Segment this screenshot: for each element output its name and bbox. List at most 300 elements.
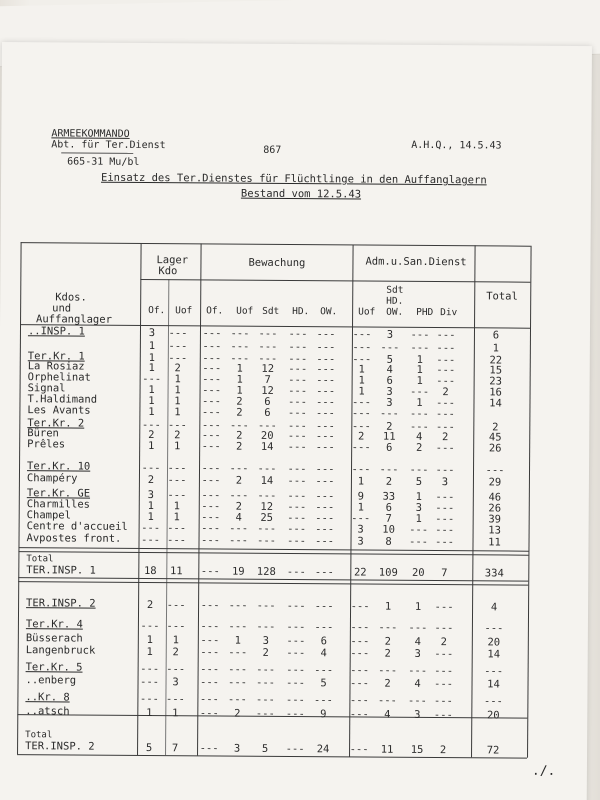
table-cell: --- xyxy=(201,474,221,487)
table-cell: --- xyxy=(230,340,250,353)
table-cell: --- xyxy=(227,693,247,706)
table-cell: --- xyxy=(201,522,221,535)
table-cell: --- xyxy=(200,646,220,659)
row-label: Ter.Kr. 10 xyxy=(26,460,91,473)
table-cell: 6 xyxy=(264,406,271,419)
continuation-mark: ./. xyxy=(531,763,556,779)
table-cell: 4 xyxy=(490,601,498,614)
column-header-sub: Uof xyxy=(358,306,376,318)
total-cell: 3 xyxy=(233,742,241,755)
table-cell: --- xyxy=(315,407,335,420)
table-cell: --- xyxy=(141,533,161,547)
table-cell: 2 xyxy=(442,431,449,444)
table-cell: --- xyxy=(167,462,187,475)
table-cell: --- xyxy=(287,463,307,476)
table-cell: 2 xyxy=(440,636,448,649)
table-cell: --- xyxy=(435,397,456,410)
row-label: Orphelinat xyxy=(27,371,91,384)
table-cell: 1 xyxy=(236,373,243,386)
table-cell: 15 xyxy=(489,364,503,377)
column-header-sub: PHD xyxy=(416,306,434,319)
table-cell: --- xyxy=(167,474,187,487)
table-cell: --- xyxy=(229,522,249,535)
table-cell: --- xyxy=(287,501,307,514)
table-cell: --- xyxy=(410,341,430,354)
column-header-sub: Uof xyxy=(236,305,254,317)
table-cell: --- xyxy=(379,407,399,420)
table-cell: 3 xyxy=(147,489,155,502)
table-cell: --- xyxy=(257,522,277,535)
table-cell: 26 xyxy=(488,502,502,515)
document-page xyxy=(0,42,592,800)
table-cell: 2 xyxy=(146,599,154,612)
table-cell: --- xyxy=(286,634,306,648)
table-cell: --- xyxy=(167,419,187,432)
table-cell: --- xyxy=(484,665,504,678)
table-cell: --- xyxy=(349,694,369,707)
column-header-lager: Kdo xyxy=(158,265,178,278)
table-cell: --- xyxy=(228,534,249,547)
table-cell: --- xyxy=(288,341,308,354)
table-cell: --- xyxy=(351,420,371,433)
table-cell: --- xyxy=(201,419,221,432)
table-cell: --- xyxy=(436,375,456,388)
table-cell: 14 xyxy=(487,678,500,691)
table-cell: 1 xyxy=(147,500,154,513)
table-cell: 20 xyxy=(487,636,501,649)
table-cell: 39 xyxy=(488,513,502,526)
table-cell: 9 xyxy=(320,708,327,721)
column-header-bewachung: Bewachung xyxy=(248,256,306,270)
total-label: TER.INSP. 1 xyxy=(26,564,96,577)
table-cell: --- xyxy=(286,621,306,634)
table-cell: 14 xyxy=(260,474,274,487)
row-label: Signal xyxy=(27,382,66,395)
table-cell: --- xyxy=(202,352,222,365)
table-cell: 1 xyxy=(148,362,155,375)
row-label: Centre d'accueil xyxy=(26,520,128,533)
table-cell: 33 xyxy=(382,490,396,503)
table-cell: --- xyxy=(228,620,248,633)
table-cell: --- xyxy=(378,664,398,677)
table-cell: --- xyxy=(230,327,250,340)
table-cell: --- xyxy=(200,534,221,547)
table-cell: --- xyxy=(410,385,430,398)
table-cell: 1 xyxy=(414,600,422,613)
table-cell: --- xyxy=(286,676,306,690)
table-cell: 2 xyxy=(235,500,242,513)
table-cell: 20 xyxy=(486,709,500,722)
total-cell: --- xyxy=(286,566,306,579)
table-cell: --- xyxy=(286,535,307,548)
table-cell: 1 xyxy=(416,363,423,376)
table-cell: --- xyxy=(350,600,370,613)
column-header-adm: Adm.u.San.Dienst xyxy=(365,255,467,269)
table-cell: --- xyxy=(315,420,335,433)
table-cell: --- xyxy=(314,621,334,634)
table-cell: 5 xyxy=(320,677,327,690)
org-name: ARMEEKOMMANDO xyxy=(51,128,130,140)
table-cell: --- xyxy=(256,676,276,689)
column-header-kdos: Kdos. xyxy=(55,291,87,304)
org-department: Abt. für Ter.Dienst xyxy=(51,139,166,152)
table-cell: --- xyxy=(316,353,336,366)
table-cell: 2 xyxy=(172,646,179,659)
table-cell: 1 xyxy=(146,646,153,659)
table-cell: 6 xyxy=(385,441,393,454)
table-cell: --- xyxy=(350,621,370,634)
table-cell: --- xyxy=(201,429,221,442)
table-cell: --- xyxy=(201,462,221,475)
table-cell: --- xyxy=(200,634,220,647)
row-label: Ter.Kr. 5 xyxy=(25,661,83,674)
total-cell: --- xyxy=(199,742,219,755)
table-cell: 2 xyxy=(385,475,393,488)
table-cell: --- xyxy=(140,675,160,689)
total-cell: 11 xyxy=(169,565,183,578)
table-cell: 1 xyxy=(174,373,181,386)
table-cell: --- xyxy=(316,328,336,341)
table-cell: 4 xyxy=(414,677,421,690)
table-cell: --- xyxy=(258,327,278,340)
table-cell: --- xyxy=(285,707,305,721)
table-cell: 6 xyxy=(264,395,271,408)
total-cell: 2 xyxy=(439,744,447,757)
table-cell: 4 xyxy=(414,635,422,648)
table-top-rule xyxy=(21,242,531,247)
table-cell: 4 xyxy=(416,430,423,443)
table-cell: --- xyxy=(256,599,276,612)
table-cell: 20 xyxy=(260,429,274,442)
table-cell: 2 xyxy=(235,474,243,487)
table-cell: 1 xyxy=(146,707,153,720)
table-cell: 25 xyxy=(260,511,274,524)
table-cell: --- xyxy=(314,535,335,548)
table-cell: --- xyxy=(351,441,371,454)
table-cell: 3 xyxy=(414,708,421,721)
table-cell: --- xyxy=(140,619,160,633)
table-cell: --- xyxy=(379,463,399,476)
table-cell: --- xyxy=(258,340,278,353)
total-cell: 18 xyxy=(143,565,157,578)
total-cell: 11 xyxy=(380,743,394,756)
table-cell: --- xyxy=(140,662,160,676)
table-cell: 1 xyxy=(147,511,154,524)
table-cell: --- xyxy=(229,489,249,502)
reference-number: 665-31 Mu/bl xyxy=(67,156,140,168)
table-cell: 1 xyxy=(236,384,243,397)
total-cell: 5 xyxy=(145,742,153,755)
table-cell: --- xyxy=(166,599,186,612)
table-cell: 2 xyxy=(386,420,393,433)
table-cell: --- xyxy=(315,523,335,536)
table-column-rule xyxy=(527,246,532,758)
total-label: Total xyxy=(26,554,54,565)
table-cell: --- xyxy=(256,534,277,547)
table-cell: 3 xyxy=(148,327,156,340)
row-label: Ter.Kr. 4 xyxy=(25,618,83,631)
table-cell: --- xyxy=(285,693,305,707)
document-title: Einsatz des Ter.Dienstes für Flüchtlinge in den Auffanglagern xyxy=(101,171,487,187)
table-cell: 3 xyxy=(386,385,393,398)
table-cell: 7 xyxy=(264,373,271,386)
table-cell: 1 xyxy=(148,406,155,419)
table-cell: 22 xyxy=(489,354,503,367)
table-cell: --- xyxy=(201,406,221,419)
table-cell: --- xyxy=(351,512,371,525)
table-cell: 2 xyxy=(148,429,155,442)
table-cell: 4 xyxy=(235,511,242,524)
table-cell: --- xyxy=(167,522,187,535)
table-cell: 14 xyxy=(489,397,502,410)
table-subtotal-rule xyxy=(18,547,528,556)
table-cell: 1 xyxy=(358,363,365,376)
table-cell: --- xyxy=(434,536,455,549)
row-label: ..Kr. 8 xyxy=(25,691,70,704)
table-cell: --- xyxy=(287,407,307,420)
table-cell: 3 xyxy=(357,535,364,548)
column-header-sub: HD. xyxy=(292,306,310,318)
total-label: TER.INSP. 2 xyxy=(25,740,95,753)
table-cell: --- xyxy=(199,693,219,706)
table-cell: 11 xyxy=(382,430,396,443)
table-cell: 1 xyxy=(234,634,242,647)
total-cell: --- xyxy=(349,743,369,756)
table-cell: --- xyxy=(200,676,220,689)
table-cell: 2 xyxy=(384,635,392,648)
table-cell: 4 xyxy=(386,363,393,376)
row-label: Charmilles xyxy=(26,498,91,511)
table-cell: 2 xyxy=(236,406,243,419)
table-cell: 1 xyxy=(147,440,155,453)
table-cell: --- xyxy=(352,353,372,366)
table-cell: 5 xyxy=(386,353,393,366)
table-cell: --- xyxy=(314,664,334,677)
table-cell: --- xyxy=(201,440,221,453)
table-cell: --- xyxy=(229,419,249,432)
column-header-total: Total xyxy=(486,290,518,303)
row-label: T.Haldimand xyxy=(27,393,98,406)
column-header-sub: HD. xyxy=(386,295,404,307)
column-header-sub: Sdt xyxy=(262,305,280,317)
row-label: Prêles xyxy=(27,438,66,451)
table-cell: --- xyxy=(228,663,248,676)
table-cell: --- xyxy=(435,491,455,504)
table-cell: --- xyxy=(408,621,428,634)
row-label: Büsserach xyxy=(25,632,83,645)
total-cell: 20 xyxy=(411,566,425,579)
total-cell: 334 xyxy=(484,567,504,580)
table-cell: --- xyxy=(435,502,455,515)
table-cell: 2 xyxy=(174,429,181,442)
table-cell: --- xyxy=(258,352,278,365)
table-cell: --- xyxy=(202,327,222,340)
table-cell: 45 xyxy=(488,431,502,444)
table-cell: --- xyxy=(287,512,307,525)
table-cell: 1 xyxy=(357,475,365,488)
table-cell: --- xyxy=(313,694,333,707)
table-cell: --- xyxy=(288,363,308,376)
table-cell: --- xyxy=(435,524,455,537)
table-cell: 2 xyxy=(384,677,391,690)
place-date: A.H.Q., 14.5.43 xyxy=(411,139,502,152)
table-cell: --- xyxy=(257,419,277,432)
total-cell: --- xyxy=(314,566,334,579)
row-label: TER.INSP. 2 xyxy=(26,597,96,610)
table-cell: 3 xyxy=(357,523,364,536)
table-cell: --- xyxy=(436,329,456,342)
table-cell: --- xyxy=(315,441,335,454)
column-header-sub: Uof xyxy=(175,305,193,317)
table-cell: 1 xyxy=(357,501,364,514)
table-cell: --- xyxy=(433,695,453,708)
row-label: Ter.Kr. 1 xyxy=(27,350,85,363)
table-cell: 1 xyxy=(174,395,181,408)
table-cell: 12 xyxy=(261,384,274,397)
table-column-rule xyxy=(471,245,476,757)
table-cell: --- xyxy=(141,521,161,535)
row-label: Champéry xyxy=(26,472,78,485)
table-cell: --- xyxy=(257,462,277,475)
table-cell: --- xyxy=(435,513,455,526)
table-cell: --- xyxy=(316,385,336,398)
table-cell: --- xyxy=(255,693,275,706)
table-cell: --- xyxy=(286,600,306,613)
table-cell: --- xyxy=(351,463,371,476)
table-cell: --- xyxy=(167,489,187,502)
row-label: Ter.Kr. 2 xyxy=(27,417,85,430)
table-cell: --- xyxy=(436,354,456,367)
total-cell: 5 xyxy=(261,742,269,755)
table-cell: --- xyxy=(256,620,276,633)
table-cell: 2 xyxy=(174,362,181,375)
table-cell: --- xyxy=(351,396,372,409)
table-cell: --- xyxy=(409,420,429,433)
table-cell: --- xyxy=(200,620,220,633)
table-cell: --- xyxy=(315,463,335,476)
table-cell: --- xyxy=(377,694,397,707)
row-label: Büren xyxy=(27,427,59,440)
table-cell: --- xyxy=(228,646,248,659)
document-subtitle: Bestand vom 12.5.43 xyxy=(240,187,362,201)
table-cell: --- xyxy=(165,693,185,706)
table-cell: 2 xyxy=(236,429,243,442)
table-cell: --- xyxy=(288,385,308,398)
column-header-sub: Of. xyxy=(148,305,166,317)
table-cell: 6 xyxy=(386,374,393,387)
column-header-sub: OW. xyxy=(386,306,404,318)
table-cell: 7 xyxy=(385,512,392,525)
table-cell: --- xyxy=(202,362,222,375)
table-header-rule xyxy=(140,279,530,283)
table-cell: --- xyxy=(351,407,371,420)
table-cell: --- xyxy=(436,342,456,355)
table-cell: 1 xyxy=(148,352,155,365)
table-cell: --- xyxy=(287,396,308,409)
table-cell: 1 xyxy=(415,490,423,503)
total-cell: --- xyxy=(200,565,220,578)
table-cell: 1 xyxy=(416,374,423,387)
table-cell: --- xyxy=(316,363,336,376)
table-cell: --- xyxy=(410,328,430,341)
table-cell: --- xyxy=(200,663,220,676)
total-cell: 128 xyxy=(256,565,276,578)
table-cell: 3 xyxy=(386,328,394,341)
table-cell: --- xyxy=(485,464,505,477)
table-cell: 3 xyxy=(414,647,421,660)
table-cell: --- xyxy=(201,500,221,513)
total-cell: 7 xyxy=(171,742,179,755)
row-label: ..INSP. 1 xyxy=(27,325,85,338)
table-cell: --- xyxy=(287,523,307,536)
table-cell: --- xyxy=(350,664,370,677)
table-cell: --- xyxy=(315,475,335,488)
table-cell: --- xyxy=(199,707,219,720)
column-header-sub: Div xyxy=(440,307,458,319)
table-cell: 1 xyxy=(173,500,180,513)
table-cell: --- xyxy=(316,374,336,387)
table-cell: --- xyxy=(378,621,398,634)
table-cell: 10 xyxy=(382,523,395,536)
table-cell: --- xyxy=(201,511,221,524)
table-cell: --- xyxy=(257,489,277,502)
table-cell: 1 xyxy=(384,600,392,613)
table-cell: 2 xyxy=(442,386,449,399)
table-cell: --- xyxy=(202,373,222,386)
table-cell: --- xyxy=(409,407,429,420)
table-cell: --- xyxy=(168,340,188,353)
table-cell: 2 xyxy=(358,430,365,443)
row-label: La Rosiaz xyxy=(27,360,85,373)
table-cell: --- xyxy=(168,352,188,365)
column-header-sub: Sdt xyxy=(386,284,404,296)
table-cell: --- xyxy=(288,353,308,366)
table-cell: 2 xyxy=(234,707,241,720)
table-cell: 1 xyxy=(172,707,179,720)
table-cell: 1 xyxy=(358,374,365,387)
table-cell: --- xyxy=(435,442,455,455)
table-cell: 16 xyxy=(489,386,502,399)
table-cell: 11 xyxy=(488,536,501,549)
table-cell: 2 xyxy=(384,647,391,660)
column-header-kdos: und xyxy=(52,302,72,315)
table-cell: 12 xyxy=(260,500,274,513)
table-cell: --- xyxy=(435,408,455,421)
table-cell: --- xyxy=(228,599,248,612)
row-label: ..enberg xyxy=(25,674,77,687)
table-cell: 6 xyxy=(492,329,500,342)
table-cell: 6 xyxy=(385,501,392,514)
total-cell: 109 xyxy=(378,566,398,579)
table-cell: --- xyxy=(316,341,336,354)
table-cell: 1 xyxy=(236,362,243,375)
table-cell: --- xyxy=(256,663,276,676)
table-cell: --- xyxy=(350,647,370,660)
table-cell: --- xyxy=(201,395,222,408)
table-cell: 2 xyxy=(415,441,423,454)
row-label: Langenbruck xyxy=(25,644,96,657)
table-cell: 6 xyxy=(320,635,328,648)
table-cell: --- xyxy=(408,535,429,548)
table-cell: 1 xyxy=(148,340,156,353)
header-rule xyxy=(61,152,133,154)
table-cell: 1 xyxy=(174,384,181,397)
table-cell: --- xyxy=(202,340,222,353)
total-cell: 19 xyxy=(231,565,245,578)
total-cell: --- xyxy=(285,742,305,756)
row-label: Ter.Kr. GE xyxy=(26,487,91,500)
table-cell: --- xyxy=(286,663,306,677)
